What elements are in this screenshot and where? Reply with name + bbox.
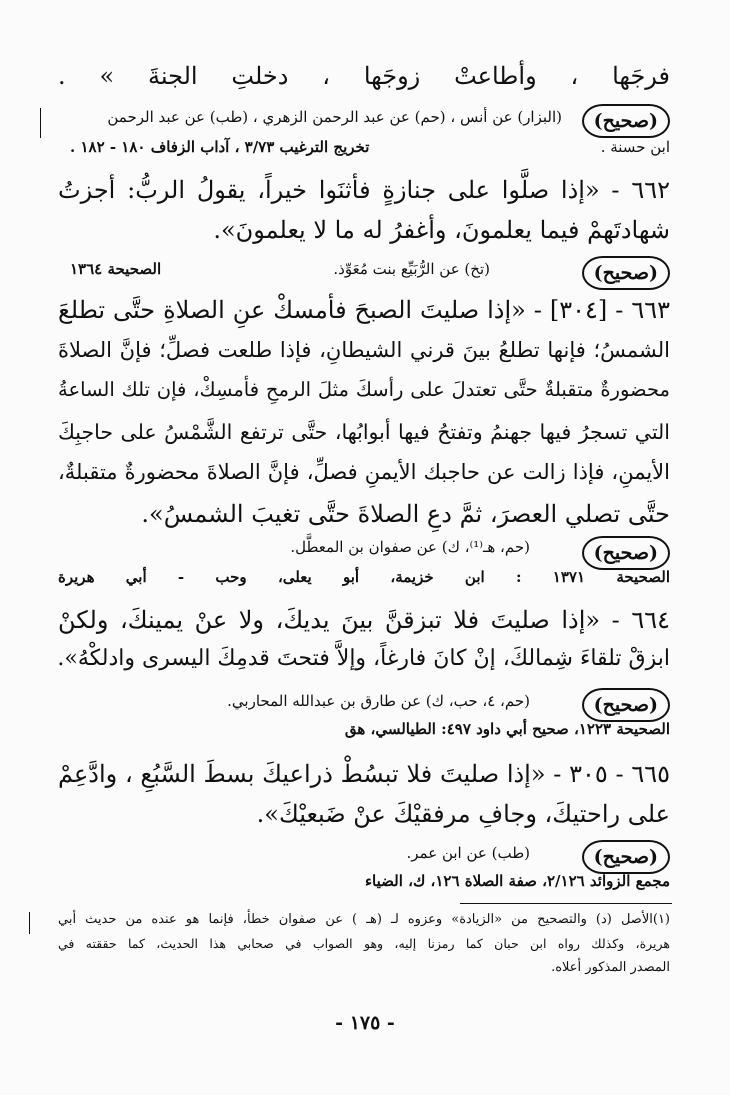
hadith-663-line-4: التي تسجرُ فيها جهنمُ وتفتحُ فيها أبوابُها، حتَّى ترتفع الشَّمْسُ على حاجبِكَ — [58, 420, 670, 444]
source-line-5: (طب) عن ابن عمر. — [406, 844, 530, 862]
margin-mark-2 — [29, 912, 30, 934]
footnote-line-3: المصدر المذكور أعلاه. — [551, 960, 670, 975]
reference-line-3: الصحيحة ١٣٧١ : ابن خزيمة، أبو يعلى، وحب - أبي هريرة — [58, 568, 670, 586]
hadith-663-line-5: الأيمنِ، فإذا زالت عن حاجبك الأيمنِ فصلِّ، فإنَّ الصلاةَ محضورةٌ متقبلةٌ، — [58, 460, 670, 484]
source-line-1: (البزار) عن أنس ، (حم) عن عبد الرحمن الزهري ، (طب) عن عبد الرحمن — [107, 108, 562, 126]
source-line-3: (حم، هـ⁽¹⁾، ك) عن صفوان بن المعطَّل. — [290, 538, 530, 556]
footnote-line-2: هريرة، وكذلك رواه ابن حبان كما رمزنا إليه، وهو الصواب في صحابي هذا الحديث، كما حققته في — [58, 936, 670, 951]
hadith-663-line-3: محضورةٌ متقبلةٌ حتَّى تعتدلَ على رأسكَ مثلَ الرمحِ فأمسِكْ، فإن تلك الساعةُ — [58, 378, 670, 401]
sahih-badge-1: (صحيح) — [582, 104, 670, 138]
hadith-662-line-2: شهادتَهمْ فيما يعلمونَ، وأغفرُ له ما لا يعلمونَ». — [213, 216, 670, 244]
hadith-662-line-1: ٦٦٢ - «إذا صلَّوا على جنازةٍ فأثنَوا خيراً، يقولُ الربُّ: أجزتُ — [58, 176, 670, 204]
source-line-2: (تخ) عن الرُّبَيِّع بنت مُعَوِّذ. — [333, 260, 490, 278]
reference-line-1: تخريج الترغيب ٣/٧٣ ، آداب الزفاف ١٨٠ - ١٨٢ . — [70, 138, 370, 156]
source-line-4: (حم، ٤، حب، ك) عن طارق بن عبدالله المحاربي. — [227, 692, 530, 710]
hadith-664-line-2: ابزقْ تلقاءَ شِمالكَ، إنْ كانَ فارغاً، وإلاَّ فتحتَ قدمِكَ اليسرى وادلكْهُ». — [57, 646, 670, 671]
hadith-665-line-1: ٦٦٥ - ٣٠٥ - «إذا صليتَ فلا تبسُطْ ذراعيكَ بسطَ السَّبُعِ ، وادَّعِمْ — [58, 760, 670, 788]
hadith-663-line-2: الشمسُ؛ فإنها تطلعُ بينَ قرني الشيطانِ، فإذا طلعت فصلِّ؛ فإنَّ الصلاةَ — [58, 338, 670, 362]
sahih-badge-4: (صحيح) — [582, 688, 670, 722]
margin-mark-1 — [40, 108, 41, 138]
hadith-665-line-2: على راحتيكَ، وجافِ مرفقيْكَ عنْ ضَبعيْكَ». — [256, 800, 670, 828]
footnote-divider — [460, 903, 672, 904]
footnote-line-1: (١)الأصل (د) والتصحيح من «الزيادة» وعزوه لـ (هـ ) عن صفوان خطأ، فإنما هو عنده من حديث أبي — [58, 912, 670, 927]
hadith-663-line-6: حتَّى تصلي العصرَ، ثمَّ دعِ الصلاةَ حتَّى تغيبَ الشمسُ». — [141, 500, 670, 528]
sahih-badge-3: (صحيح) — [582, 536, 670, 570]
reference-line-2: الصحيحة ١٣٦٤ — [70, 260, 162, 278]
hadith-663-line-1: ٦٦٣ - [٣٠٤] - «إذا صليتَ الصبحَ فأمسكْ عنِ الصلاةِ حتَّى تطلعَ — [58, 296, 670, 324]
sahih-badge-2: (صحيح) — [582, 256, 670, 290]
sahih-badge-5: (صحيح) — [582, 840, 670, 874]
hadith-664-line-1: ٦٦٤ - «إذا صليتَ فلا تبزقنَّ بينَ يديكَ، ولا عنْ يمينكَ، ولكنْ — [58, 606, 670, 634]
text-line-1: فرجَها ، وأطاعتْ زوجَها ، دخلتِ الجنةَ » . — [58, 62, 670, 90]
reference-line-4: الصحيحة ١٢٢٣، صحيح أبي داود ٤٩٧: الطيالسي، هق — [344, 720, 670, 738]
reference-line-5: مجمع الزوائد ٢/١٢٦، صفة الصلاة ١٢٦، ك، الضياء — [364, 872, 670, 890]
page-number: - ١٧٥ - — [335, 1012, 395, 1034]
source-line-1b: ابن حسنة . — [600, 138, 670, 156]
